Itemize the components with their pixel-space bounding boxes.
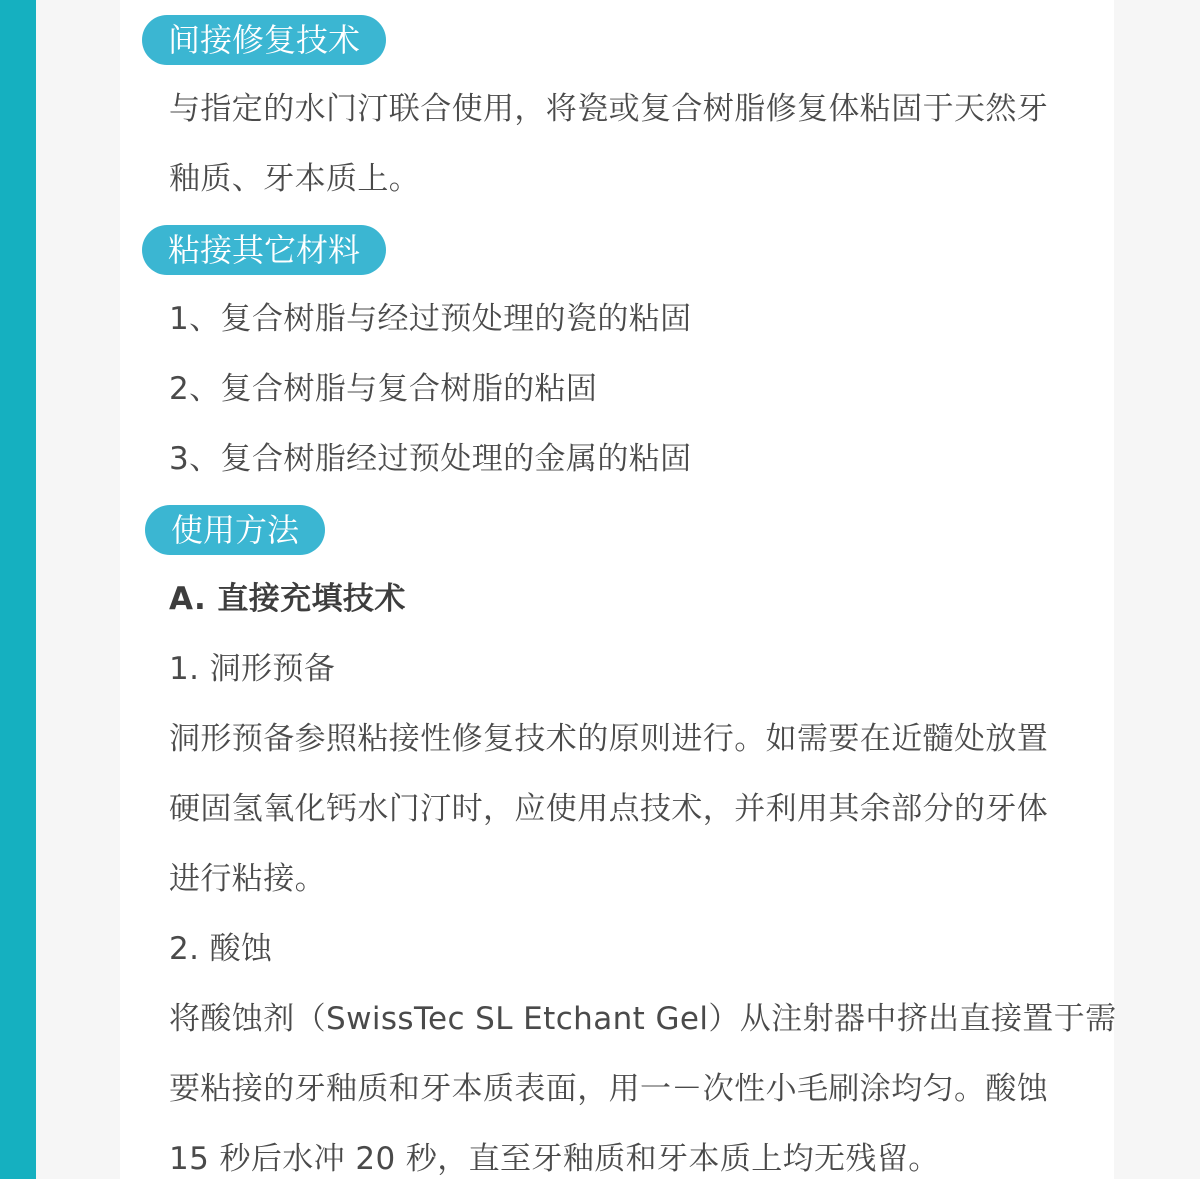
subheading-direct-filling: A. 直接充填技术 [169, 581, 406, 617]
paragraph-line: 与指定的水门汀联合使用，将瓷或复合树脂修复体粘固于天然牙 [169, 91, 1049, 127]
list-item: 2、复合树脂与复合树脂的粘固 [169, 371, 598, 407]
paragraph-line: 硬固氢氧化钙水门汀时，应使用点技术，并利用其余部分的牙体 [169, 791, 1049, 827]
section-heading-usage: 使用方法 [145, 505, 325, 555]
section-heading-indirect-restoration: 间接修复技术 [142, 15, 386, 65]
step-title-cavity-preparation: 1. 洞形预备 [169, 651, 336, 687]
list-item: 1、复合树脂与经过预处理的瓷的粘固 [169, 301, 692, 337]
paragraph-line: 要粘接的牙釉质和牙本质表面，用一－次性小毛刷涂均匀。酸蚀 [169, 1071, 1049, 1107]
step-title-etching: 2. 酸蚀 [169, 931, 273, 967]
paragraph-line: 釉质、牙本质上。 [169, 161, 421, 197]
paragraph-line: 15 秒后水冲 20 秒，直至牙釉质和牙本质上均无残留。 [169, 1141, 940, 1177]
paragraph-line: 进行粘接。 [169, 861, 326, 897]
list-item: 3、复合树脂经过预处理的金属的粘固 [169, 441, 692, 477]
paragraph-line: 将酸蚀剂（SwissTec SL Etchant Gel）从注射器中挤出直接置于需 [169, 1001, 1117, 1037]
paragraph-line: 洞形预备参照粘接性修复技术的原则进行。如需要在近髓处放置 [169, 721, 1049, 757]
section-heading-other-materials: 粘接其它材料 [142, 225, 386, 275]
left-accent-bar [0, 0, 36, 1179]
